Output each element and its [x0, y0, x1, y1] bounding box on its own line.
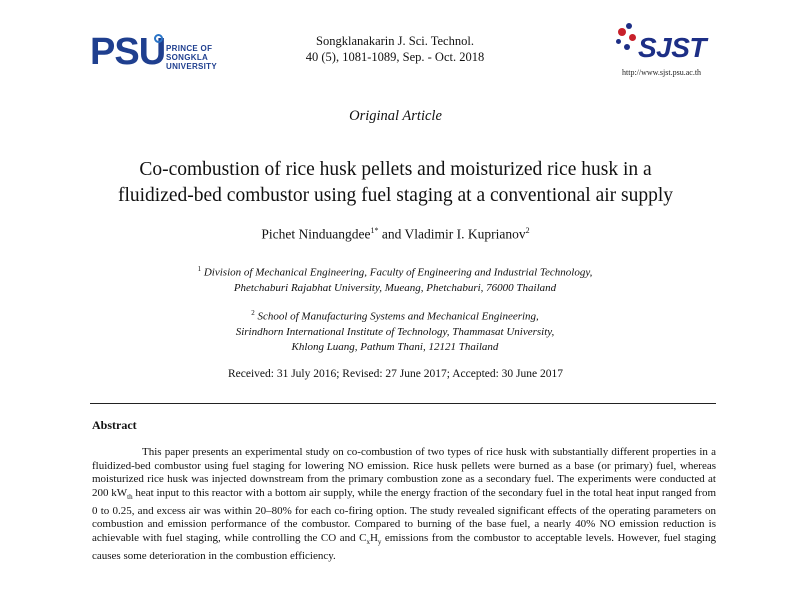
author-joiner: and [378, 226, 405, 242]
psu-logo-dot-icon [154, 34, 163, 43]
molecule-icon [629, 34, 636, 41]
affiliation-mark: 1 [197, 265, 202, 273]
author-name: Pichet Ninduangdee [261, 226, 371, 242]
author-mark: 2 [525, 226, 530, 235]
psu-logo-letters: PSU [90, 31, 166, 73]
article-title-line2: fluidized-bed combustor using fuel staging at a conventional air supply [117, 185, 674, 206]
psu-logo-text [166, 44, 217, 71]
abstract-part-2: heat input to this reactor with a bottom air supply, while the energy fraction of the secondary fuel in the total heat input ranged from 0 to 0.25, and excess air was within 20–80% for each co-firing option. The study revealed significant effects of the operating parameters on combustion and emission performance of the combustor. Compared to burning of the base fuel, a nearly 40% NO emission reduction is achievable with fuel staging, while controlling the CO and C [92, 486, 716, 544]
affiliation-line: School of Manufacturing Systems and Mechanical Engineering, [257, 310, 539, 323]
sjst-logo-word: SJST [638, 32, 707, 63]
journal-issue: 40 (5), 1081-1089, Sep. - Oct. 2018 [305, 50, 485, 64]
article-type: Original Article [349, 108, 442, 124]
abstract-sub-th: th [127, 492, 133, 501]
abstract-sub-x: x [366, 537, 370, 546]
journal-header [250, 33, 540, 65]
author-list [0, 226, 791, 243]
psu-logo-line2: SONGKLA [166, 53, 209, 62]
abstract-body [92, 446, 716, 563]
abstract-part-1: This paper presents an experimental study on co-combustion of two types of rice husk with substantially different properties in a fluidized-bed combustor using fuel staging for lowering NO emission. Rice husk pellets were burned as a base (or primary) fuel, whereas moisturized rice husk was injected downstream from the primary combustion zone as a secondary fuel. The experiments were conducted at 200 kW [92, 446, 716, 499]
molecule-icon [618, 28, 626, 36]
affiliation-line: Sirindhorn International Institute of Technology, Thammasat University, [235, 325, 555, 338]
affiliation-line: Division of Mechanical Engineering, Faculty of Engineering and Industrial Technology, [203, 266, 593, 279]
author-name: Vladimir I. Kuprianov [404, 226, 526, 242]
author-mark: 1* [370, 226, 379, 235]
affiliation-line: Khlong Luang, Pathum Thani, 12121 Thailand [291, 340, 499, 353]
journal-name: Songklanakarin J. Sci. Technol. [316, 34, 474, 48]
affiliation-line: Phetchaburi Rajabhat University, Mueang, Phetchaburi, 76000 Thailand [233, 281, 557, 294]
sjst-url[interactable]: http://www.sjst.psu.ac.th [622, 68, 702, 77]
abstract-heading: Abstract [92, 418, 137, 432]
divider [90, 403, 716, 404]
molecule-icon [626, 23, 632, 29]
psu-logo-line3: UNIVERSITY [166, 62, 218, 71]
affiliation-mark: 2 [251, 309, 255, 317]
abstract-sub-y: y [377, 537, 382, 546]
abstract-mid-h: H [369, 531, 378, 544]
article-dates: Received: 31 July 2016; Revised: 27 June 2017; Accepted: 30 June 2017 [227, 368, 564, 380]
molecule-icon [616, 39, 621, 44]
affiliation-1 [120, 262, 670, 296]
molecule-icon [624, 44, 630, 50]
psu-logo [90, 30, 225, 76]
abstract-text [92, 446, 716, 563]
article-title-line1: Co-combustion of rice husk pellets and moisturized rice husk in a [139, 159, 652, 180]
affiliation-2 [120, 306, 670, 355]
psu-logo-line1: PRINCE OF [166, 44, 213, 53]
article-title [60, 157, 731, 209]
sjst-logo [612, 22, 722, 82]
abstract-part-3: emissions from the combustor to acceptable levels. However, fuel staging causes some deterioration in the combustion efficiency. [92, 531, 716, 562]
